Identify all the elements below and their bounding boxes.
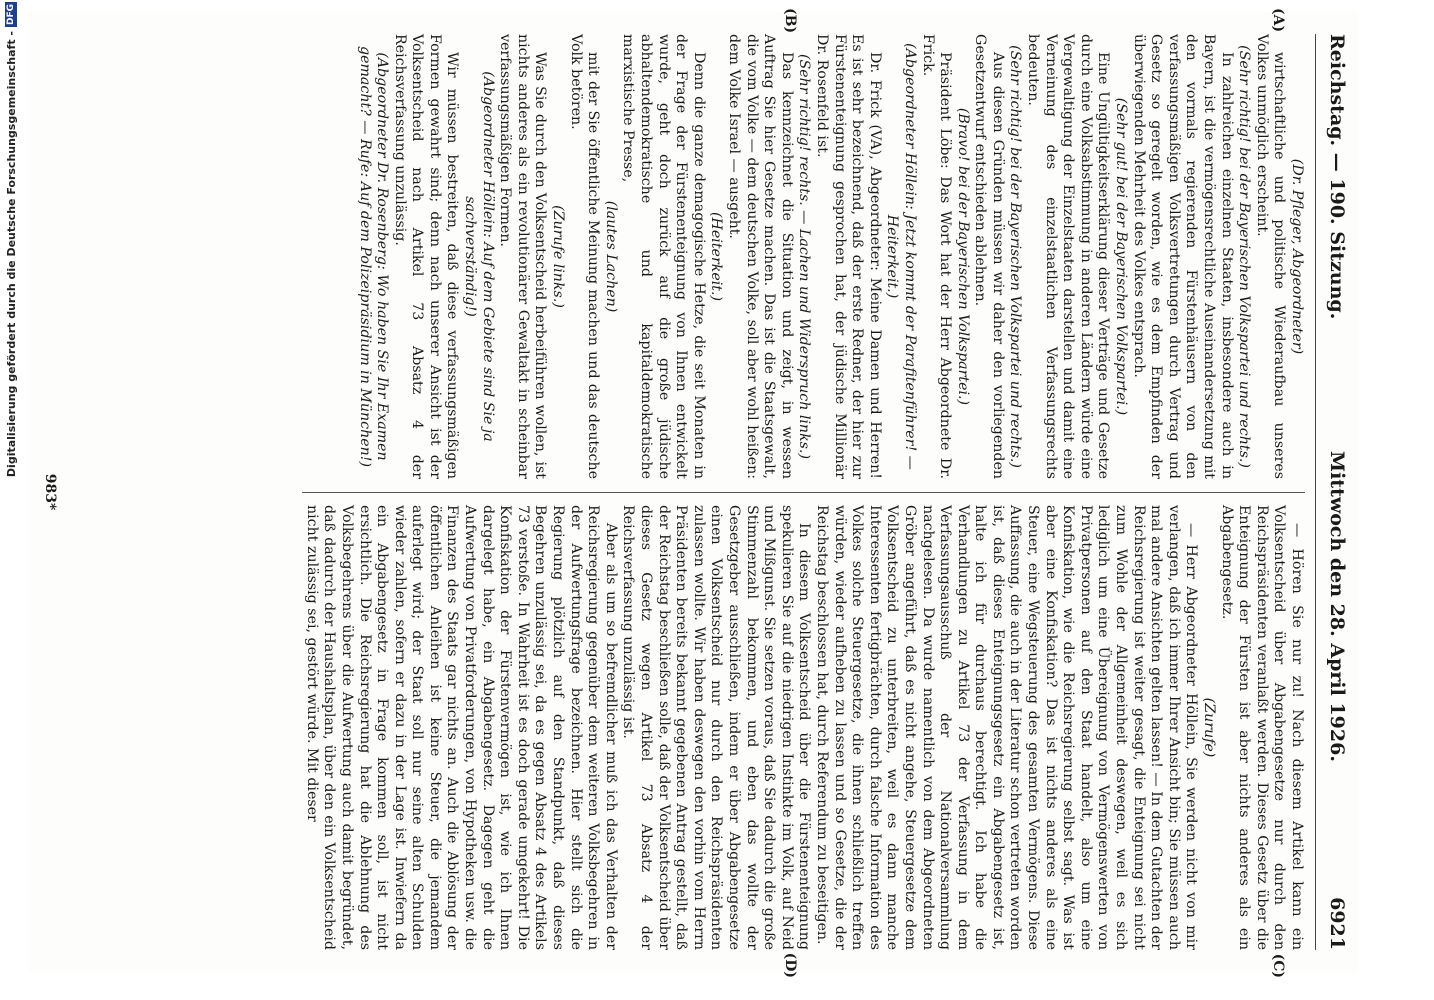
header-page-number: 6921 (1326, 897, 1348, 950)
paragraph: — Herr Abgeordneter Höllein, Sie werden nicht von mir verlangen, daß ich immer Ihrer Ansicht bin; Sie müssen auch mal andere Ansichten gelten lassen! — In dem Gutachten der Reichsregierung ist weiter gesagt, die Enteignung sei nicht zum Wohle der Allgemeinheit deswegen, weil es sich lediglich um eine Übereignung von Vermögenswerten von Privatpersonen auf den Staat handelt, also um eine Konfiskation, wie die Reichsregierung selbst sagt. Was ist aber eine Konfiskation? Das ist nichts anderes als eine Steuer, eine Wegsteuerung des gesamten Vermögens. Diese Auffassung, die auch in der Literatur schon vertreten worden ist, daß dieses Enteignungsgesetz ein Abgabengesetz ist, halte ich für durchaus berechtigt. Ich habe die Verhandlungen zu Artikel 73 der Verfassung in dem Verfassungsausschuß der Nationalversammlung nachgelesen. Da wurde namentlich von dem Abgeordneten Gröber angeführt, daß es nicht angehe, Steuergesetze dem Volksentscheid zu unterbreiten, weil es dann manche Interessenten fertigbrächten, durch falsche Information des Volkes solche Steuergesetze, die ihnen schließlich treffen würden, wieder aufheben zu lassen und so Gesetze, die der Reichstag beschlossen hat, durch Referendum zu beseitigen. (813, 505, 1200, 950)
scanned-page (28, 8, 1358, 978)
interjection: (Abgeordneter Höllein: Jetzt kommt der Parafitenführer! — Heiterkeit.) (884, 43, 918, 470)
interjection: (Sehr gut! bei der Bayerischen Volkspartei.) (1113, 97, 1130, 416)
paragraph: Präsident Löbe: Das Wort hat der Herr Abgeordnete Dr. Frick. (919, 34, 954, 479)
interjection: (Zurufe) (1201, 697, 1218, 758)
header-session: Reichstag. — 190. Sitzung. (1326, 34, 1348, 320)
interjection: (Sehr richtig! bei der Bayerischen Volkspartei und rechts.) (1236, 45, 1253, 468)
credit-text: Digitalisierung gefördert durch die Deutsche Forschungsgemeinschaft - (4, 31, 18, 478)
text-columns (302, 34, 1305, 950)
paragraph: Eine Ungültigkeitserklärung dieser Verträge und Gesetze durch eine Volksabstimmung in anderen Ländern würde eine Vergewaltigung der Einzelstaaten darstellen und damit eine Verneinung des einzelstaatlichen Verfassungsrechts bedeuten. (1025, 34, 1112, 479)
paragraph: wirtschaftliche und politische Wiederaufbau unseres Volkes unmöglich erscheint. (1253, 34, 1288, 479)
footer-page-number: 983* (42, 473, 58, 511)
paragraph: Aus diesen Gründen müssen wir daher den vorliegenden Gesetzentwurf entschieden ablehnen. (972, 34, 1006, 479)
interjection: (Dr. Pfleger, Abgeordneter) (1289, 158, 1305, 355)
interjection: (Zurufe links.) (550, 205, 567, 308)
paragraph: mit der Sie öffentliche Meinung machen und das deutsche Volk betören. (567, 34, 602, 479)
page-header (1315, 34, 1348, 950)
paragraph: Dr. Frick (VA), Abgeordneter: Meine Damen und Herren! Es ist sehr bezeichnend, daß der erste Redner, der hier zur Fürstenenteignung gesprochen hat, der jüdische Millionär Dr. Rosenfeld ist. (813, 34, 883, 479)
interjection: (Bravo! bei der Bayerischen Volkspartei.) (954, 107, 971, 406)
margin-mark-a: (A) (1270, 8, 1286, 33)
interjection: (Abgeordneter Dr. Rosenberg: Wo haben Sie Ihr Examen gemacht? — Rufe: Auf dem Polizeipräsidium in München!) (356, 45, 391, 468)
paragraph: In zahlreichen einzelnen Staaten, insbesondere auch in Bayern, ist die vermögensrechtliche Auseinandersetzung mit den vormals regierenden Fürstenhäusern von den verfassungsmäßigen Volksvertretungen durch Vertrag und Gesetz so geregelt worden, wie es dem Empfinden der überwiegenden Mehrheit des Volkes entsprach. (1130, 34, 1235, 479)
interjection: (lautes Lachen) (602, 200, 619, 313)
interjection: (Abgeordneter Höllein: Auf dem Gebiete sind Sie ja sachverständig!) (462, 71, 496, 442)
paragraph: Was Sie durch den Volksentscheid herbeiführen wollen, ist nichts anderes als ein revolutionärer Gewaltakt in scheinbar verfassungsmäßigen Formen. (497, 34, 549, 479)
left-column (302, 34, 1305, 479)
paragraph: Aber als um so befremdlicher muß ich das Verhalten der Reichsregierung gegenüber dem weiteren Volksbegehren in der Aufwertungsfrage bezeichnen. Hier stellt sich die Regierung plötzlich auf den Standpunkt, daß dieses Begehren unzulässig sei, da es gegen Absatz 4 des Artikels 73 verstoße. In Wahrheit ist es doch gerade umgekehrt! Die Konfiskation der Fürstenvermögen ist, wie ich Ihnen dargelegt habe, ein Abgabengesetz. Dagegen geht die Aufwertung von Privatforderungen, von Hypotheken usw. die Finanzen des Staats gar nichts an. Auch die Ablösung der öffentlichen Anleihen ist keine Steuer, die jemandem auferlegt wird; der Staat soll nur seine alten Schulden wieder zahlen, sofern er dazu in der Lage ist. Inwiefern da ein Abgabengesetz in Frage kommen soll, ist nicht ersichtlich. Die Reichsregierung hat die Ablehnung des Volksbegehrens über die Aufwertung auch damit begründet, daß dadurch der Haushaltsplan, über den ein Volksentscheid nicht zulässig sei, gestört würde. Mit dieser (303, 505, 619, 950)
paragraph: Denn die ganze demagogische Hetze, die seit Monaten in der Frage der Fürstenenteignung von Ihnen entwickelt wurde, geht doch zurück auf die große jüdische abhaltendemokratische und kapitaldemokratische marxistische Presse, (620, 34, 707, 479)
margin-mark-c: (C) (1270, 953, 1286, 978)
right-column (302, 505, 1305, 950)
header-date: Mittwoch den 28. April 1926. (1326, 451, 1348, 762)
paragraph: — Hören Sie nur zu! Nach diesem Artikel kann ein Volksentscheid über Abgabengesetze nur durch den Reichspräsidenten veranlaßt werden. Dieses Gesetz über die Enteignung der Fürsten ist aber nichts anderes als ein Abgabengesetz. (1218, 505, 1305, 950)
paragraph: Das kennzeichnet die Situation und zeigt, in wessen Auftrag Sie hier Gesetze machen. Das ist die Staatsgewalt, die vom Volke — dem deutschen Volke, soll aber wohl heißen: dem Volke Israel — ausgeht. (726, 34, 795, 479)
interjection: (Sehr richtig! rechts. — Lachen und Widerspruch links.) (796, 54, 813, 459)
dfg-logo: DFG (6, 4, 16, 26)
margin-mark-d: (D) (782, 952, 798, 978)
digitization-credit (0, 2, 20, 992)
paragraph: In diesem Volksentscheid über die Fürstenenteignung spekulieren Sie auf die niedrigen Instinkte im Volk, auf Neid und Mißgunst. Sie setzen voraus, daß Sie dadurch die große Stimmenzahl bekommen, und eben das wollte der Gesetzgeber ausschließen, indem er über Abgabengesetze einen Volksentscheid nur durch den Reichspräsidenten zulassen wollte. Wir haben deswegen den vorhin vom Herrn Präsidenten bereits bekannt gegebenen Antrag gestellt, daß der Reichstag beschließen solle, daß der Volksentscheid über dieses Gesetz wegen Artikel 73 Absatz 4 der Reichsverfassung unzulässig ist. (620, 505, 813, 950)
interjection: (Sehr richtig! bei der Bayerischen Volkspartei und rechts.) (1007, 45, 1024, 468)
interjection: (Heiterkeit.) (708, 212, 725, 301)
margin-mark-b: (B) (782, 8, 798, 34)
paragraph: Wir müssen bestreiten, daß diese verfassungsmäßigen Formen gewahrt sind; denn nach unserer Ansicht ist der Volksentscheid nach Artikel 73 Absatz 4 der Reichsverfassung unzulässig. (391, 34, 461, 479)
